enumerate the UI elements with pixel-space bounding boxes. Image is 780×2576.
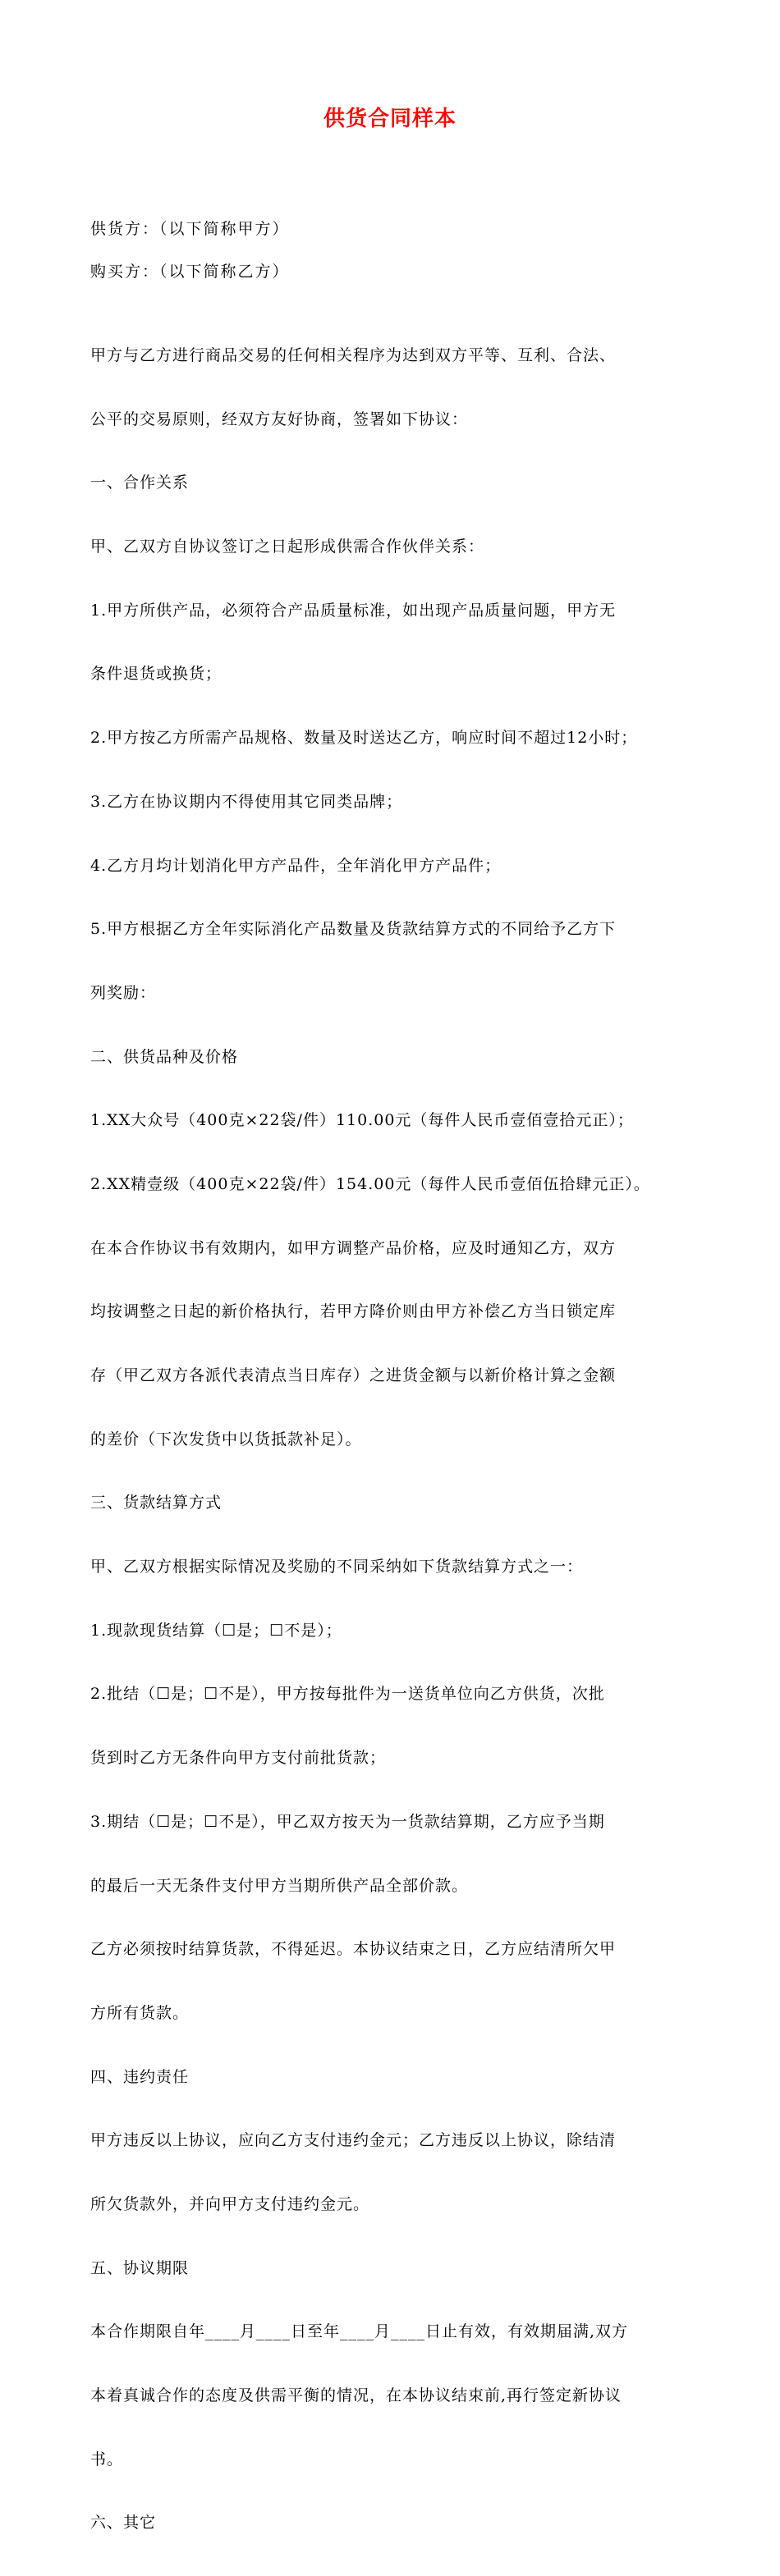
list-item: 5.甲方根据乙方全年实际消化产品数量及货款结算方式的不同给予乙方下 (90, 920, 617, 939)
list-item: 2.XX精壹级（400克×22袋/件）154.00元（每件人民币壹佰伍拾肆元正）。 (90, 1174, 650, 1193)
paragraph-line: 公平的交易原则，经双方友好协商，签署如下协议： (90, 410, 469, 428)
list-item: 1.XX大众号（400克×22袋/件）110.00元（每件人民币壹佰壹拾元正）； (90, 1111, 634, 1130)
list-item: 条件退货或换货； (90, 665, 223, 684)
document-title: 供货合同样本 (323, 107, 457, 131)
list-item: 货到时乙方无条件向甲方支付前批货款； (90, 1749, 387, 1768)
list-item: 4.乙方月均计划消化甲方产品件，全年消化甲方产品件； (90, 856, 502, 875)
list-item: 1.现款现货结算（☐是；☐不是）； (90, 1621, 342, 1640)
paragraph-line: 所欠货款外，并向甲方支付违约金元。 (90, 2194, 370, 2213)
list-item: 列奖励： (90, 983, 157, 1002)
paragraph-line: 甲方与乙方进行商品交易的任何相关程序为达到双方平等、互利、合法、 (90, 346, 617, 364)
list-item: 3.期结（☐是；☐不是），甲乙双方按天为一货款结算期，乙方应予当期 (90, 1812, 605, 1831)
list-item: 2.甲方按乙方所需产品规格、数量及时送达乙方，响应时间不超过12小时； (90, 729, 638, 748)
paragraph-line: 书。 (90, 2450, 124, 2468)
section-heading: 六、其它 (90, 2514, 157, 2533)
paragraph-line: 本合作期限自年____月____日至年____月____日止有效，有效期届满,双方 (90, 2322, 629, 2341)
paragraph-line: 甲、乙双方根据实际情况及奖励的不同采纳如下货款结算方式之一： (90, 1558, 584, 1576)
list-item: 的最后一天无条件支付甲方当期所供产品全部价款。 (90, 1876, 469, 1895)
paragraph-line: 乙方必须按时结算货款，不得延迟。本协议结束之日，乙方应结清所欠甲 (90, 1940, 617, 1959)
section-heading: 四、违约责任 (90, 2067, 190, 2086)
paragraph-line: 本着真诚合作的态度及供需平衡的情况，在本协议结束前,再行签定新协议 (90, 2386, 622, 2404)
section-heading: 二、供货品种及价格 (90, 1047, 239, 1066)
list-item: 1.甲方所供产品，必须符合产品质量标准，如出现产品质量问题，甲方无 (90, 601, 617, 620)
buyer-line: 购买方：（以下简称乙方） (90, 263, 290, 281)
paragraph-line: 均按调整之日起的新价格执行，若甲方降价则由甲方补偿乙方当日锁定库 (90, 1302, 617, 1321)
supplier-line: 供货方：（以下简称甲方） (90, 220, 290, 238)
contract-body (90, 302, 698, 2576)
paragraph-line: 在本合作协议书有效期内，如甲方调整产品价格，应及时通知乙方，双方 (90, 1238, 617, 1257)
paragraph-line: 的差价（下次发货中以货抵款补足）。 (90, 1430, 362, 1448)
paragraph-line: 方所有货款。 (90, 2003, 190, 2022)
paragraph-line: 甲、乙双方自协议签订之日起形成供需合作伙伴关系： (90, 538, 485, 556)
list-item: 2.批结（☐是；☐不是），甲方按每批件为一送货单位向乙方供货，次批 (90, 1685, 605, 1704)
section-heading: 三、货款结算方式 (90, 1494, 223, 1512)
paragraph-line: 存（甲乙双方各派代表清点当日库存）之进货金额与以新价格计算之金额 (90, 1366, 617, 1384)
section-heading: 一、合作关系 (90, 474, 190, 492)
paragraph-line: 甲方违反以上协议，应向乙方支付违约金元；乙方违反以上协议，除结清 (90, 2131, 617, 2150)
section-heading: 五、协议期限 (90, 2258, 190, 2277)
list-item: 3.乙方在协议期内不得使用其它同类品牌； (90, 792, 403, 811)
